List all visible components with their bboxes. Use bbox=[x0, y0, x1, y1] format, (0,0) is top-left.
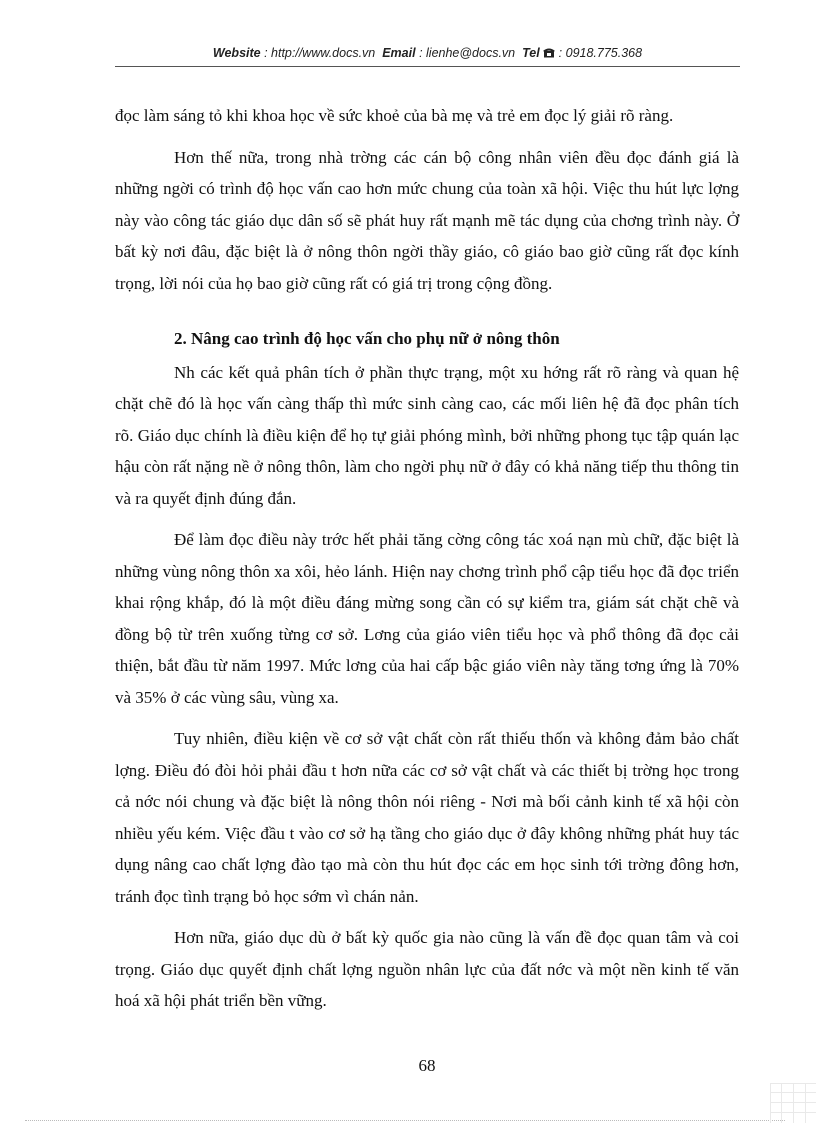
paragraph-2: Hơn thế nữa, trong nhà trờng các cán bộ công nhân viên đều đọc đánh giá là những ngời có trình độ học vấn cao hơn mức chung của toàn xã hội. Việc thu hút lực lợng này vào công tác giáo dục dân số sẽ phát huy rất mạnh mẽ tác dụng của chơng trình này. Ở bất kỳ nơi đâu, đặc biệt là ở nông thôn ngời thầy giáo, cô giáo bao giờ cũng rất đọc kính trọng, lời nói của họ bao giờ cũng rất có giá trị trong cộng đồng. bbox=[115, 147, 739, 293]
header-divider bbox=[115, 66, 740, 67]
footer-divider bbox=[25, 1120, 785, 1121]
tel-label: Tel bbox=[522, 46, 540, 60]
phone-icon bbox=[543, 47, 555, 58]
paragraph-5: Tuy nhiên, điều kiện về cơ sở vật chất còn rất thiếu thốn và không đảm bảo chất lợng. Điều đó đòi hỏi phải đầu t hơn nữa các cơ sở vật chất và các thiết bị trờng học trong cả nớc nói chung và đặc biệt là nông thôn nói riêng - Nơi mà bối cảnh kinh tế xã hội còn nhiều yếu kém. Việc đầu t vào cơ sở hạ tầng cho giáo dục ở đây không những phát huy tác dụng nâng cao chất lợng đào tạo mà còn thu hút đọc các em học sinh tới trờng đông hơn, tránh đọc tình trạng bỏ học sớm vì chán nản. bbox=[115, 729, 739, 906]
paragraph-6: Hơn nữa, giáo dục dù ở bất kỳ quốc gia nào cũng là vấn đề đọc quan tâm và coi trọng. Giáo dục quyết định chất lợng nguồn nhân lực của đất nớc và một nền kinh tế văn hoá xã hội phát triển bền vững. bbox=[115, 928, 739, 1010]
website-label: Website bbox=[212, 46, 261, 60]
paragraph-3: Nh các kết quả phân tích ở phần thực trạng, một xu hớng rất rõ ràng và quan hệ chặt chẽ đó là học vấn càng thấp thì mức sinh càng cao, các mối liên hệ đã đọc phân tích rõ. Giáo dục chính là điều kiện để họ tự giải phóng mình, bởi những phong tục tập quán lạc hậu còn rất nặng nề ở nông thôn, làm cho ngời phụ nữ ở đây có khả năng tiếp thu thông tin và ra quyết định đúng đắn. bbox=[115, 362, 739, 508]
corner-grid bbox=[770, 1083, 816, 1123]
page-header bbox=[115, 46, 740, 60]
paragraph-4: Để làm đọc điều này trớc hết phải tăng cờng công tác xoá nạn mù chữ, đặc biệt là những vùng nông thôn xa xôi, hẻo lánh. Hiện nay chơng trình phổ cập tiểu học đã đọc triển khai rộng khắp, đó là một điều đáng mừng song cần có sự kiểm tra, giám sát chặt chẽ và đồng bộ từ trên xuống từng cơ sở. Lơng của giáo viên tiểu học và phổ thông đã đọc cải thiện, bắt đầu từ năm 1997. Mức lơng của hai cấp bậc giáo viên này tăng tơng ứng là 70% và 35% ở các vùng sâu, vùng xa. bbox=[115, 530, 739, 707]
email-label: Email bbox=[382, 46, 416, 60]
website-value: : http://www.docs.vn bbox=[264, 46, 376, 60]
email-value: : lienhe@docs.vn bbox=[419, 46, 516, 60]
tel-value: : 0918.775.368 bbox=[558, 46, 643, 60]
section-heading: 2. Nâng cao trình độ học vấn cho phụ nữ ở nông thôn bbox=[174, 329, 560, 348]
paragraph-1: đọc làm sáng tỏ khi khoa học về sức khoẻ của bà mẹ và trẻ em đọc lý giải rõ ràng. bbox=[115, 106, 674, 125]
document-body bbox=[115, 100, 739, 1027]
page-number: 68 bbox=[418, 1056, 436, 1075]
